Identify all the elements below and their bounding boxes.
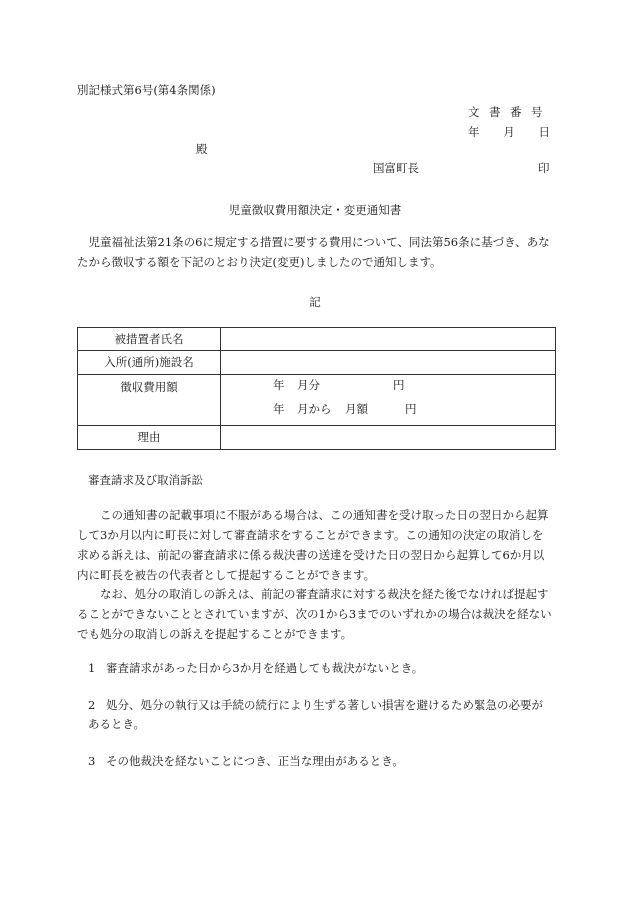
recipient-suffix: 殿 [196, 142, 208, 156]
fee-year-1: 年 [273, 378, 285, 392]
value-fee-amount [221, 375, 556, 426]
list-item-number: 2 [88, 698, 96, 712]
fee-table [77, 327, 556, 450]
table-row [78, 351, 556, 375]
document-title: 児童徴収費用額決定・変更通知書 [228, 203, 402, 217]
fee-yen-2: 円 [405, 402, 417, 416]
list-item-text: 処分、処分の執行又は手続の続行により生ずる著しい損害を避けるため緊急の必要があるとき。 [88, 698, 543, 731]
fee-monthly-2: 月額 [345, 402, 368, 416]
fee-line-2 [221, 399, 555, 423]
list-item [88, 752, 554, 771]
list-item-number: 3 [88, 754, 96, 768]
date-line [468, 124, 550, 140]
list-item [88, 659, 554, 678]
date-year: 年 [468, 125, 480, 139]
appeal-paragraph-1: この通知書の記載事項に不服がある場合は、この通知書を受け取った日の翌日から起算して3か月以内に町長に対して審査請求をすることができます。この通知の決定の取消しを求める訴えは、前記の審査請求に係る裁決書の送達を受けた日の翌日から起算して6か月以内に町長を被告の代表者として提起することができます。 [77, 508, 549, 582]
table-row [78, 375, 556, 426]
value-person-name [221, 328, 556, 351]
value-facility-name [221, 351, 556, 375]
fee-from-2: 月から [297, 402, 332, 416]
form-label: 別記様式第6号(第4条関係) [77, 83, 216, 97]
appeal-heading: 審査請求及び取消訴訟 [88, 473, 203, 487]
fee-year-2: 年 [273, 402, 285, 416]
date-month: 月 [503, 125, 515, 139]
list-item-text: その他裁決を経ないことにつき、正当な理由があるとき。 [106, 754, 404, 768]
value-reason [221, 426, 556, 450]
label-person-name: 被措置者氏名 [78, 328, 221, 351]
fee-month-1: 月分 [297, 378, 320, 392]
list-item-text: 審査請求があった日から3か月を経過しても裁決がないとき。 [106, 661, 424, 675]
intro-paragraph: 児童福祉法第21条の6に規定する措置に要する費用について、同法第56条に基づき、あなたから徴収する額を下記のとおり決定(変更)しましたので通知します。 [77, 235, 550, 269]
date-day: 日 [538, 125, 550, 139]
fee-line-1 [221, 375, 555, 399]
seal-mark: 印 [538, 161, 550, 175]
label-reason: 理由 [78, 426, 221, 450]
issuer-name: 国富町長 [373, 161, 419, 175]
list-item [88, 696, 554, 734]
label-fee-amount: 徴収費用額 [78, 375, 221, 426]
list-item-number: 1 [88, 661, 96, 675]
document-number-label: 文書番号 [468, 105, 552, 119]
ki-marker: 記 [309, 295, 321, 309]
table-row [78, 426, 556, 450]
fee-yen-1: 円 [393, 378, 405, 392]
table-row [78, 328, 556, 351]
label-facility-name: 入所(通所)施設名 [78, 351, 221, 375]
appeal-paragraph-2: なお、処分の取消しの訴えは、前記の審査請求に対する裁決を経た後でなければ提起することができないこととされていますが、次の1から3までのいずれかの場合は裁決を経ないでも処分の取消しの訴えを提起することができます。 [77, 587, 552, 641]
